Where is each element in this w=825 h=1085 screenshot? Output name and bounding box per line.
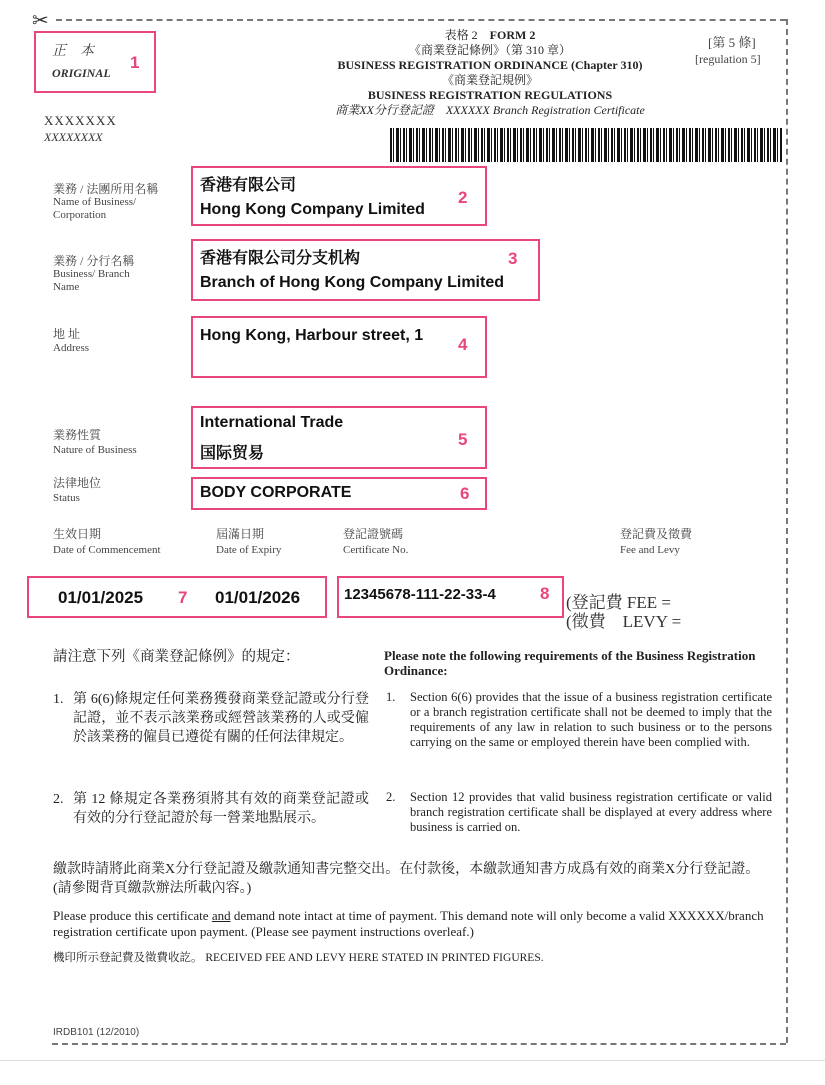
marker-3: 3 [508,249,518,268]
branch-value-en: Branch of Hong Kong Company Limited [200,274,504,291]
note-1-num: 1. [53,692,64,707]
marker-2: 2 [458,188,468,207]
ordinance-en: BUSINESS REGISTRATION ORDINANCE (Chapter 310) [337,58,643,72]
form-en: FORM 2 [489,28,536,42]
nature-value-cn: 国际贸易 [200,445,265,462]
fee-label-cn: 登記費及徵費 [620,527,693,541]
address-value: Hong Kong, Harbour street, 1 [200,327,424,344]
branch-label-cn: 業務 / 分行名稱 [53,254,135,268]
expiry-label-cn: 屆滿日期 [216,527,265,541]
cut-line-right [786,19,788,1043]
payment-note-en-b: demand note intact at time of payment. This demand note will only become a valid XXXXXX/branch registration certificate upon payment. (Please see payment instructions overleaf.) [53,908,764,939]
regulations-cn: 《商業登記規例》 [441,73,538,87]
note-1-en: Section 6(6) provides that the issue of a business registration certificate or a branch registration certificate shall not be deemed to imply that the requirements of any law in relation to such business or to the persons carrying on the same or employed therein have been complied with. [410,690,772,749]
payment-note-en [53,908,775,940]
address-label-en: Address [53,342,90,354]
status-label-en: Status [53,492,80,504]
barcode [390,128,782,162]
page-edge [0,1060,825,1061]
payment-note-en-a: Please produce this certificate [53,908,212,923]
nature-label-en: Nature of Business [53,444,137,456]
note-2-num-en: 2. [386,790,396,804]
note-1-num-en: 1. [386,690,396,704]
levy-line: (徵費 LEVY = [566,612,682,631]
fee-line: (登記費 FEE = [566,593,671,612]
name-value-cn: 香港有限公司 [200,177,297,194]
form-cn: 表格 2 [444,28,478,42]
notes-heading-en: Please note the following requirements of the Business Registration Ordinance: [384,648,756,678]
scissors-icon: ✂ [32,10,49,32]
cut-line-top [56,19,786,21]
expiry-value: 01/01/2026 [215,588,301,607]
branch-label-en: Business/ Branch Name [53,268,130,293]
marker-7: 7 [178,588,188,607]
commencement-label-en: Date of Commencement [53,544,161,556]
marker-6: 6 [460,484,470,503]
cert-label-cn: 登記證號碼 [343,527,404,541]
branch-value-cn: 香港有限公司分支机构 [200,250,361,267]
name-value-en: Hong Kong Company Limited [200,201,425,218]
marker-5: 5 [458,430,468,449]
original-english: ORIGINAL [52,66,111,80]
note-2-cn: 第 12 條規定各業務須將其有效的商業登記證或有效的分行登記證於每一營業地點展示。 [73,792,369,826]
form-header [230,28,750,118]
redacted-code-1: XXXXXXX [44,113,117,128]
commencement-label-cn: 生效日期 [53,527,102,541]
name-label-cn: 業務 / 法團所用名稱 [53,182,159,196]
marker-8: 8 [540,584,550,603]
name-label-en: Name of Business/ Corporation [53,196,137,221]
nature-value-en: International Trade [200,414,344,431]
ordinance-cn: 《商業登記條例》（第 310 章） [408,43,571,57]
note-2-en: Section 12 provides that valid business registration certificate or valid branch registration certificate shall be displayed at every address where business is carried on. [410,790,772,834]
marker-4: 4 [458,335,468,354]
address-box [191,316,487,378]
nature-label-cn: 業務性質 [53,428,102,442]
commencement-value: 01/01/2025 [58,588,144,607]
note-2-num: 2. [53,792,64,807]
notes-heading-cn: 請注意下列《商業登記條例》的規定： [53,649,300,665]
status-label-cn: 法律地位 [53,476,102,490]
note-1-cn: 第 6(6)條規定任何業務獲發商業登記證或分行登記證，並不表示該業務或經營該業務的人或受僱於該業務的僱員已遵從有關的任何法律規定。 [73,692,369,745]
address-label-cn: 地 址 [53,327,81,341]
section-en: [regulation 5] [695,52,761,66]
payment-note-en-and: and [211,908,231,923]
cert-label-en: Certificate No. [343,544,409,556]
section-cn: [第 5 條] [708,35,756,50]
redacted-code-2: XXXXXXXX [44,130,103,144]
fee-label-en: Fee and Levy [620,544,680,556]
marker-1: 1 [130,53,140,72]
original-chinese: 正 本 [52,44,94,59]
status-value: BODY CORPORATE [200,484,352,501]
payment-note-cn: 繳款時請將此商業X分行登記證及繳款通知書完整交出。在付款後，本繳款通知書方成爲有效的商業X分行登記證。(請參閱背頁繳款辦法所載內容。) [53,862,760,896]
form-code: IRDB101 (12/2010) [53,1027,140,1038]
received-note: 機印所示登記費及徵費收訖。 RECEIVED FEE AND LEVY HERE STATED IN PRINTED FIGURES. [53,952,544,964]
cut-line-bottom [52,1043,786,1045]
cert-value: 12345678-111-22-33-4 [344,586,496,603]
certificate-line: 商業XX分行登記證 XXXXXX Branch Registration Certificate [335,103,645,117]
expiry-label-en: Date of Expiry [216,544,282,556]
regulations-en: BUSINESS REGISTRATION REGULATIONS [367,88,613,102]
